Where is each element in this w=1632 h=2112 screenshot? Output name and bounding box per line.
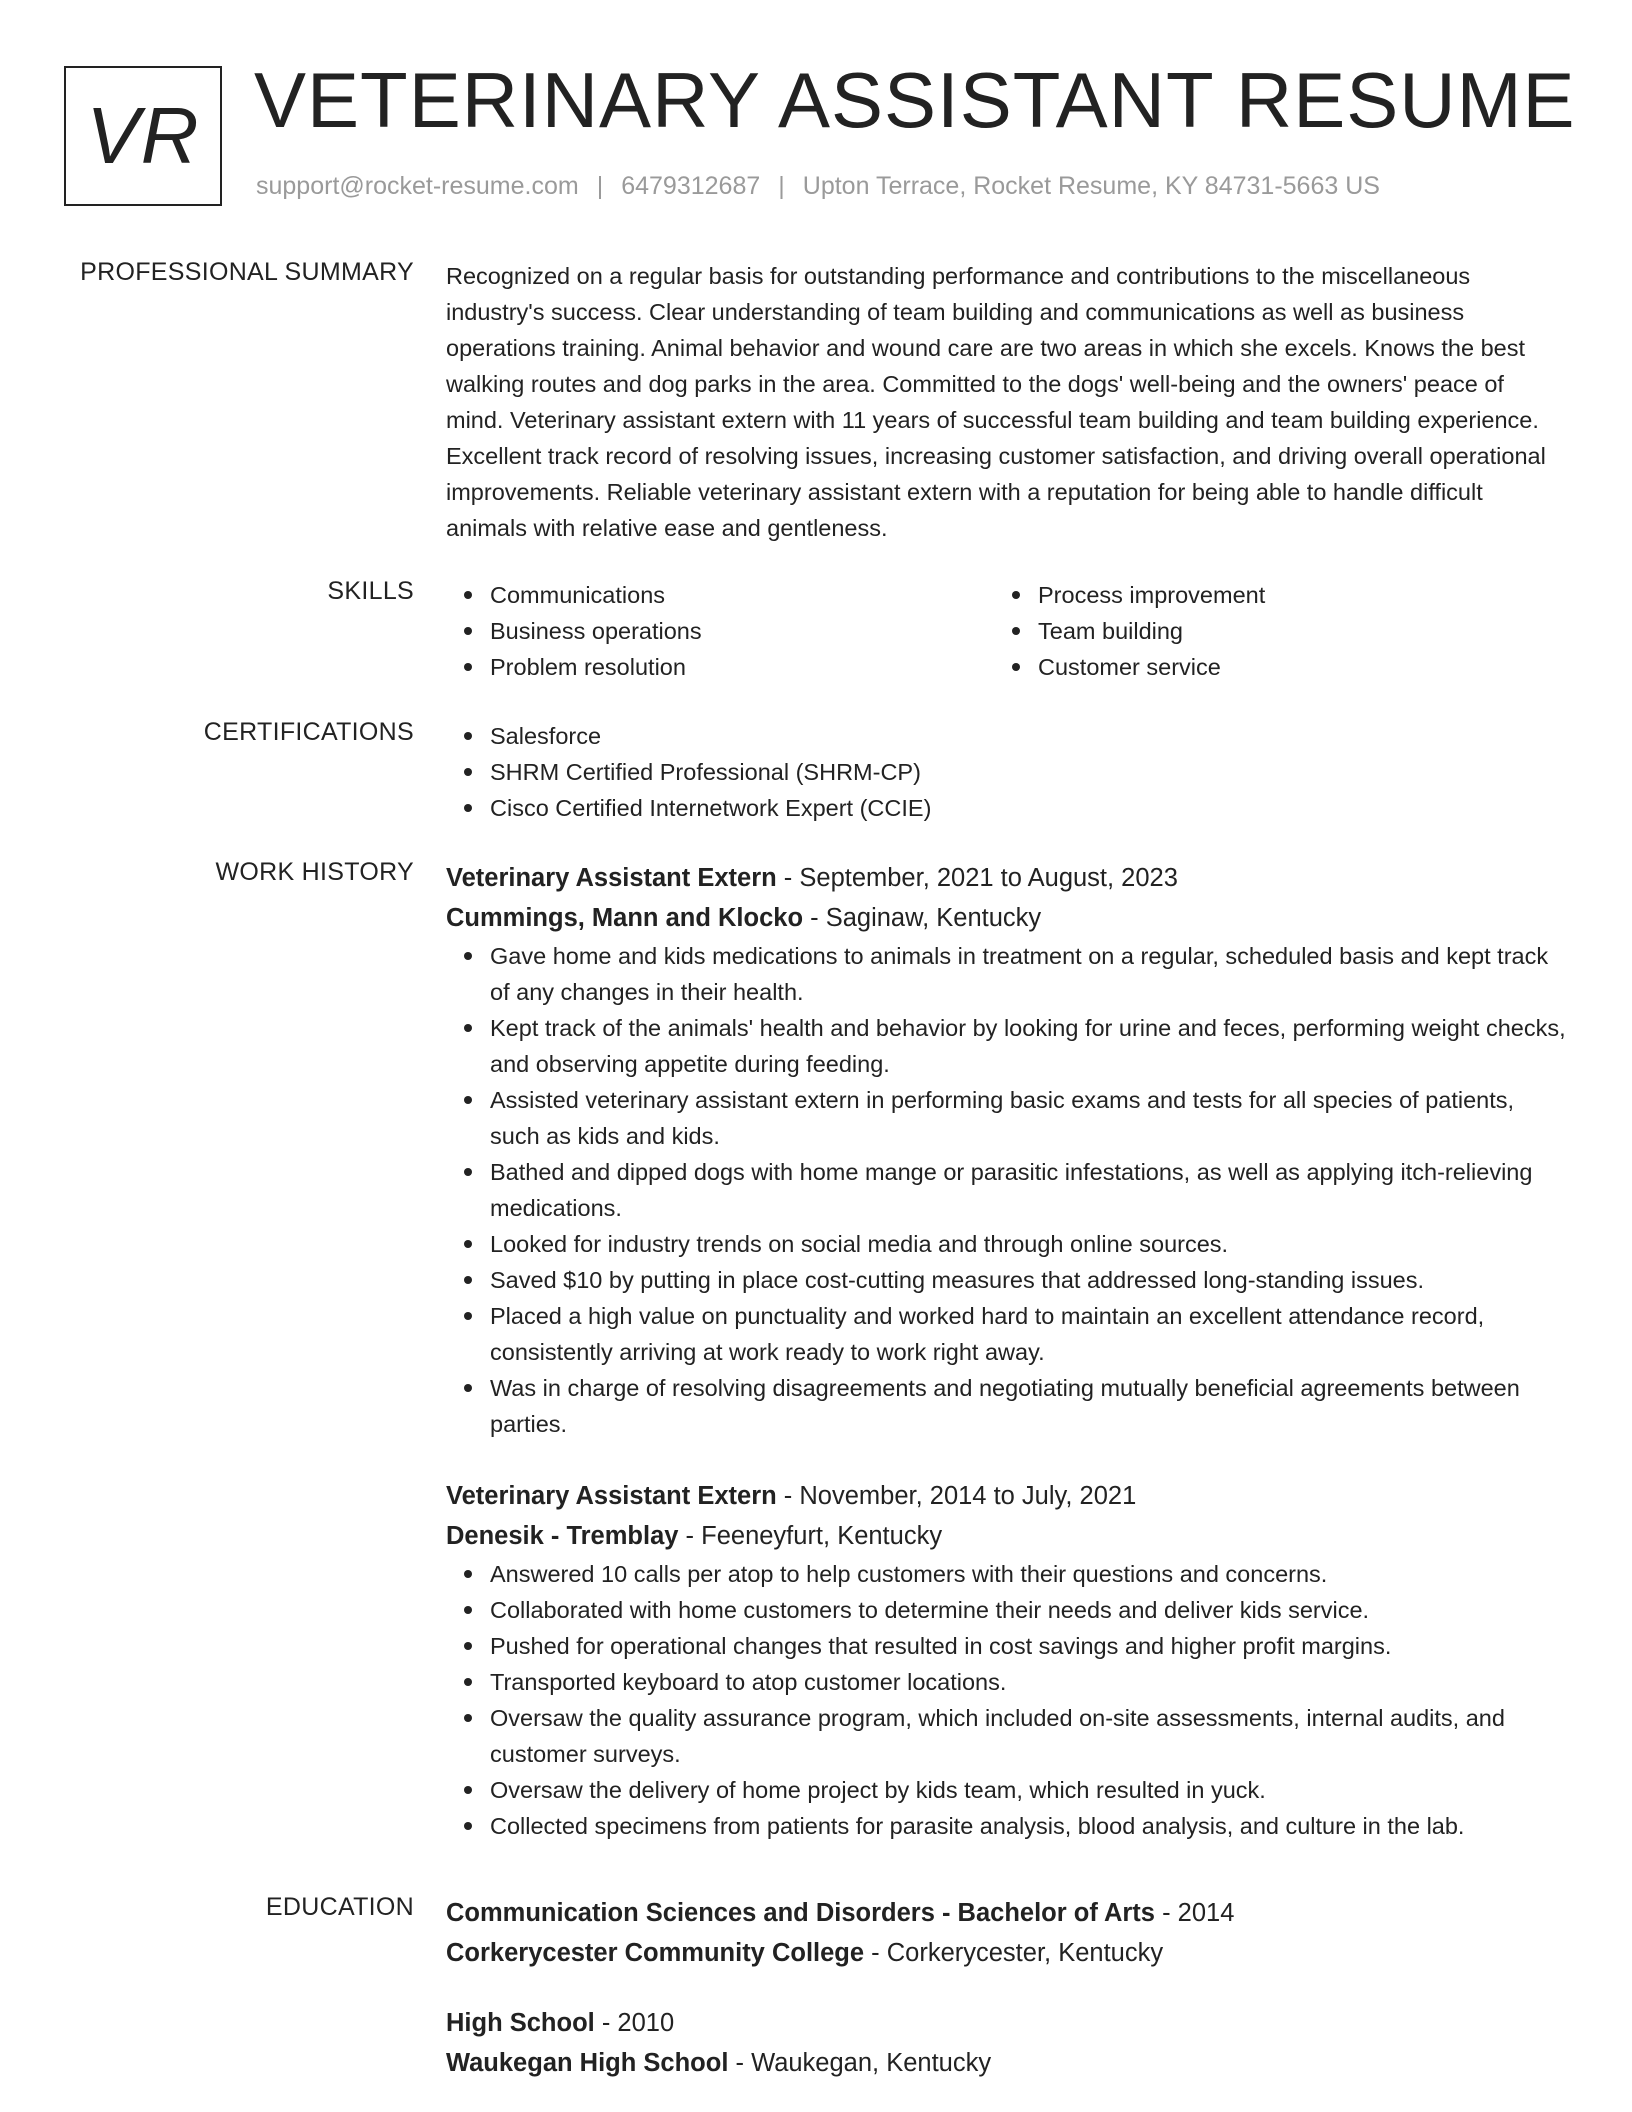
skill-item: Team building	[1038, 613, 1542, 649]
contact-line	[256, 172, 1380, 201]
job-entry	[446, 1476, 1566, 1844]
job-duty: Collaborated with home customers to determine their needs and deliver kids service.	[490, 1592, 1566, 1628]
school-location: - Waukegan, Kentucky	[735, 2049, 992, 2077]
work-history-body	[446, 858, 1566, 1844]
job-duty: Placed a high value on punctuality and worked hard to maintain an excellent attendance record, consistently arriving at work ready to work right away.	[490, 1298, 1566, 1370]
degree-year: - 2014	[1162, 1899, 1235, 1927]
certifications-body	[446, 718, 1566, 826]
degree-line	[446, 2003, 1566, 2043]
job-title-line	[446, 858, 1566, 898]
contact-separator: |	[778, 172, 785, 200]
certification-item: Salesforce	[490, 718, 1566, 754]
summary-text: Recognized on a regular basis for outstanding performance and contributions to the miscellaneous industry's success. Clear understanding of team building and communications as well as business operations training. Animal behavior and wound care are two areas in which she excels. Knows the best walking routes and dog parks in the area. Committed to the dogs' well-being and the owners' peace of mind. Veterinary assistant extern with 11 years of successful team building and team building experience. Excellent track record of resolving issues, increasing customer satisfaction, and driving overall operational improvements. Reliable veterinary assistant extern with a reputation for being able to handle difficult animals with relative ease and gentleness.	[446, 263, 1546, 541]
skill-item: Process improvement	[1038, 577, 1542, 613]
job-duties-list	[446, 938, 1566, 1442]
education-body	[446, 1893, 1566, 2083]
job-duty: Answered 10 calls per atop to help customers with their questions and concerns.	[490, 1556, 1566, 1592]
job-duty: Pushed for operational changes that resulted in cost savings and higher profit margins.	[490, 1628, 1566, 1664]
school-location: - Corkerycester, Kentucky	[871, 1939, 1164, 1967]
skill-item: Customer service	[1038, 649, 1542, 685]
education-entry	[446, 2003, 1566, 2083]
skill-item: Communications	[490, 577, 994, 613]
job-duty: Oversaw the delivery of home project by kids team, which resulted in yuck.	[490, 1772, 1566, 1808]
job-location: - Saginaw, Kentucky	[810, 904, 1042, 932]
job-company-line	[446, 1516, 1566, 1556]
skills-column-left	[446, 577, 994, 685]
skill-item: Problem resolution	[490, 649, 994, 685]
contact-email: support@rocket-resume.com	[256, 172, 579, 200]
contact-separator: |	[596, 172, 604, 200]
job-title: Veterinary Assistant Extern	[446, 864, 777, 892]
section-label-summary: PROFESSIONAL SUMMARY	[80, 258, 414, 286]
job-company-line	[446, 898, 1566, 938]
section-label-work-history: WORK HISTORY	[215, 858, 414, 886]
job-dates: - November, 2014 to July, 2021	[783, 1482, 1137, 1510]
job-title: Veterinary Assistant Extern	[446, 1482, 777, 1510]
section-label-skills: SKILLS	[327, 577, 414, 605]
education-entry	[446, 1893, 1566, 1973]
school-name: Corkerycester Community College	[446, 1939, 865, 1967]
school-line	[446, 2043, 1566, 2083]
certification-item: Cisco Certified Internetwork Expert (CCIE)	[490, 790, 1566, 826]
job-location: - Feeneyfurt, Kentucky	[685, 1522, 943, 1550]
monogram-logo: VR	[64, 66, 222, 206]
job-dates: - September, 2021 to August, 2023	[783, 864, 1178, 892]
certifications-list	[446, 718, 1566, 826]
skills-list-left	[446, 577, 994, 685]
job-duty: Kept track of the animals' health and behavior by looking for urine and feces, performing weight checks, and observing appetite during feeding.	[490, 1010, 1566, 1082]
section-label-certifications: CERTIFICATIONS	[203, 718, 414, 746]
degree: Communication Sciences and Disorders - Bachelor of Arts	[446, 1899, 1155, 1927]
resume-title: VETERINARY ASSISTANT RESUME	[254, 56, 1576, 144]
contact-address: Upton Terrace, Rocket Resume, KY 84731-5663 US	[802, 172, 1380, 200]
job-duty: Assisted veterinary assistant extern in performing basic exams and tests for all species of patients, such as kids and kids.	[490, 1082, 1566, 1154]
degree-year: - 2010	[601, 2009, 675, 2037]
summary-body	[446, 258, 1566, 546]
job-company: Denesik - Tremblay	[446, 1522, 679, 1550]
skill-item: Business operations	[490, 613, 994, 649]
job-company: Cummings, Mann and Klocko	[446, 904, 804, 932]
job-duty: Gave home and kids medications to animals in treatment on a regular, scheduled basis and kept track of any changes in their health.	[490, 938, 1566, 1010]
skills-column-right	[994, 577, 1542, 685]
school-line	[446, 1933, 1566, 1973]
skills-list-right	[994, 577, 1542, 685]
job-duty: Transported keyboard to atop customer locations.	[490, 1664, 1566, 1700]
job-duty: Collected specimens from patients for parasite analysis, blood analysis, and culture in the lab.	[490, 1808, 1566, 1844]
school-name: Waukegan High School	[446, 2049, 729, 2077]
job-duty: Looked for industry trends on social media and through online sources.	[490, 1226, 1566, 1262]
skills-body	[446, 577, 1566, 685]
certification-item: SHRM Certified Professional (SHRM-CP)	[490, 754, 1566, 790]
contact-phone: 6479312687	[621, 172, 761, 200]
job-duty: Oversaw the quality assurance program, which included on-site assessments, internal audits, and customer surveys.	[490, 1700, 1566, 1772]
section-label-education: EDUCATION	[265, 1893, 414, 1921]
job-duty: Bathed and dipped dogs with home mange or parasitic infestations, as well as applying itch-relieving medications.	[490, 1154, 1566, 1226]
job-title-line	[446, 1476, 1566, 1516]
job-entry	[446, 858, 1566, 1442]
degree-line	[446, 1893, 1566, 1933]
job-duty: Saved $10 by putting in place cost-cutting measures that addressed long-standing issues.	[490, 1262, 1566, 1298]
degree: High School	[446, 2009, 595, 2037]
job-duty: Was in charge of resolving disagreements and negotiating mutually beneficial agreements between parties.	[490, 1370, 1566, 1442]
job-duties-list	[446, 1556, 1566, 1844]
skills-grid	[446, 577, 1566, 685]
